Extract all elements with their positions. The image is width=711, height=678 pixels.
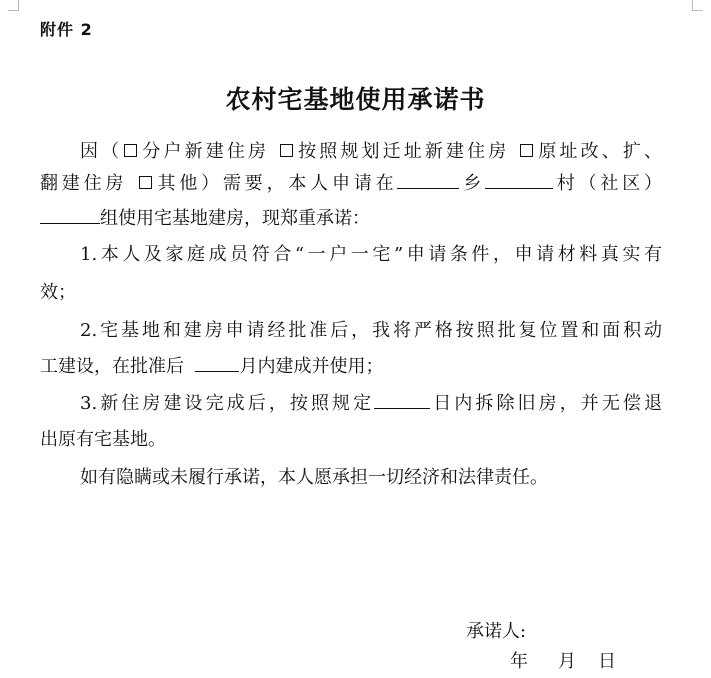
item-3-line-2: 出原有宅基地。	[40, 429, 166, 450]
days-blank[interactable]	[374, 392, 430, 409]
page-corner-mark-left	[8, 0, 19, 11]
village-blank[interactable]	[485, 172, 553, 189]
checkbox-planned-relocation[interactable]	[280, 144, 293, 157]
date-day: 日	[598, 651, 616, 672]
document-title: 农村宅基地使用承诺书	[225, 85, 486, 114]
option-planned-relocation: 按照规划迁址新建住房	[295, 141, 510, 162]
township-blank[interactable]	[397, 172, 459, 189]
date-year: 年	[510, 651, 528, 672]
township-suffix: 乡	[459, 173, 486, 194]
page-corner-mark-right	[692, 0, 703, 11]
item-1-line-2: 效；	[40, 282, 76, 303]
item-2-line-1: 2.宅基地和建房申请经批准后，我将严格按照批复位置和面积动	[80, 320, 662, 341]
option-other: 其他	[153, 173, 202, 194]
intro-open: 因（	[80, 141, 123, 162]
intro-line-2	[40, 172, 662, 196]
intro-line-1	[80, 140, 662, 164]
months-blank[interactable]	[195, 355, 239, 372]
attachment-label: 附件 2	[40, 20, 93, 39]
item-2-approval-text: 工建设，在批准后	[40, 356, 184, 377]
intro-need-text: ）需要，本人申请在	[201, 173, 398, 194]
intro-line-3	[40, 207, 370, 231]
checkbox-other[interactable]	[139, 176, 152, 189]
option-rebuild-in-place: 原址改、扩、	[535, 141, 663, 162]
group-blank[interactable]	[40, 207, 100, 224]
closing-statement: 如有隐瞒或未履行承诺，本人愿承担一切经济和法律责任。	[80, 467, 548, 488]
village-suffix: 村（社区）	[553, 173, 663, 194]
date-month: 月	[558, 651, 576, 672]
item-2-months-text: 月内建成并使用；	[239, 356, 384, 377]
item-3-line-1	[80, 392, 662, 416]
item-1-line-1: 1.本人及家庭成员符合“一户一宅”申请条件，申请材料真实有	[80, 244, 662, 265]
option-split-household: 分户新建住房	[139, 141, 270, 162]
checkbox-rebuild-in-place[interactable]	[520, 144, 533, 157]
checkbox-split-household[interactable]	[124, 144, 137, 157]
item-3-demolish-text: 日内拆除旧房，并无偿退	[430, 393, 662, 414]
intro-group-text: 组使用宅基地建房，现郑重承诺：	[100, 208, 370, 229]
item-2-line-2	[40, 355, 383, 379]
item-3-rule-text: 3.新住房建设完成后，按照规定	[80, 393, 375, 414]
option-rebuild-cont: 翻建住房	[40, 173, 128, 194]
signatory-label: 承诺人:	[466, 621, 527, 642]
